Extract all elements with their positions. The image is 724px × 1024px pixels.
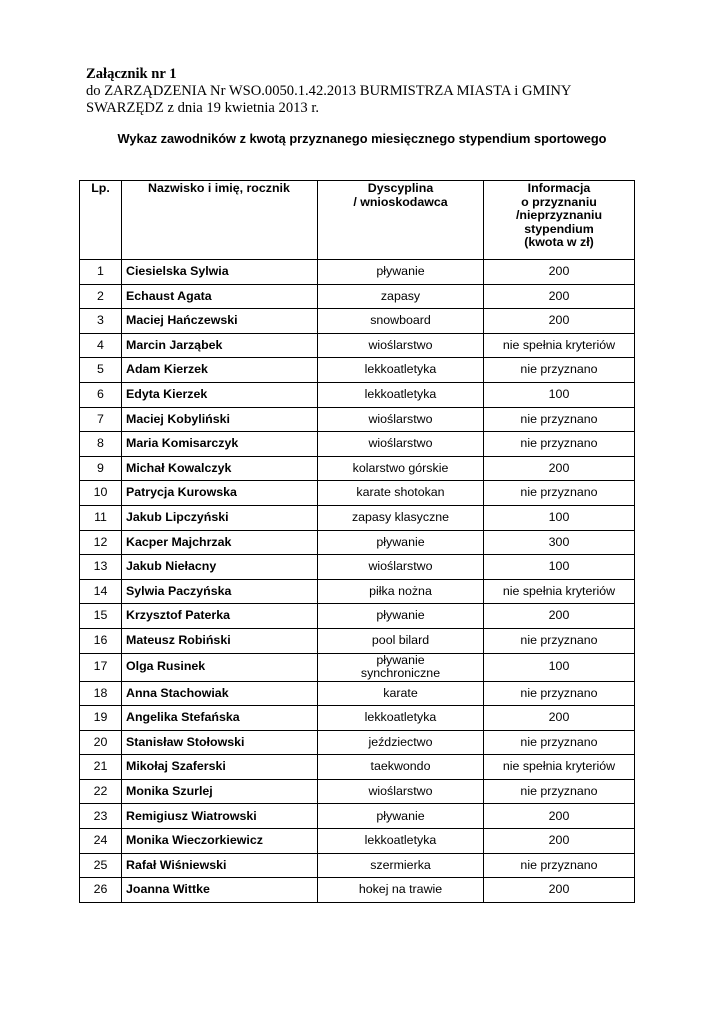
document-title: Wykaz zawodników z kwotą przyznanego miesięcznego stypendium sportowego [117,131,607,146]
discipline: hokej na trawie [318,878,484,903]
row-number: 8 [80,432,122,457]
table-row [80,579,635,604]
table-row [80,681,635,706]
discipline: zapasy [318,284,484,309]
scholarship-info: 200 [484,456,635,481]
discipline: pływanie [318,530,484,555]
discipline: lekkoatletyka [318,706,484,731]
athlete-name: Ciesielska Sylwia [122,260,318,285]
table-row [80,878,635,903]
athlete-name: Jakub Lipczyński [122,505,318,530]
ordinance-date: SWARZĘDZ z dnia 19 kwietnia 2013 r. [86,100,320,116]
athlete-name: Michał Kowalczyk [122,456,318,481]
discipline: kolarstwo górskie [318,456,484,481]
row-number: 18 [80,681,122,706]
row-number: 24 [80,829,122,854]
athlete-name: Marcin Jarząbek [122,333,318,358]
scholarship-info: nie przyznano [484,853,635,878]
table-row [80,333,635,358]
athlete-name: Adam Kierzek [122,358,318,383]
discipline: pływanie [318,260,484,285]
document-header [86,66,646,117]
table-row [80,530,635,555]
table-header-row [80,181,635,260]
table-row [80,456,635,481]
scholarship-info: 200 [484,309,635,334]
athlete-name: Maciej Hańczewski [122,309,318,334]
table-row [80,382,635,407]
scholarship-info: 200 [484,804,635,829]
row-number: 16 [80,628,122,653]
row-number: 2 [80,284,122,309]
table-row [80,755,635,780]
discipline: wioślarstwo [318,555,484,580]
row-number: 19 [80,706,122,731]
table-row [80,628,635,653]
athlete-name: Joanna Wittke [122,878,318,903]
discipline: szermierka [318,853,484,878]
table-row [80,481,635,506]
table-row [80,829,635,854]
discipline: karate [318,681,484,706]
athlete-name: Remigiusz Wiatrowski [122,804,318,829]
scholarship-info: nie przyznano [484,481,635,506]
athlete-name: Stanisław Stołowski [122,730,318,755]
scholarship-info: nie przyznano [484,730,635,755]
row-number: 15 [80,604,122,629]
athlete-name: Olga Rusinek [122,653,318,681]
table-row [80,730,635,755]
scholarship-info: 200 [484,706,635,731]
scholarship-info: 100 [484,382,635,407]
header-info: Informacja o przyznaniu /nieprzyznaniu stypendium (kwota w zł) [484,181,635,260]
row-number: 22 [80,779,122,804]
scholarship-info: nie przyznano [484,432,635,457]
athlete-name: Sylwia Paczyńska [122,579,318,604]
athlete-name: Maciej Kobyliński [122,407,318,432]
scholarship-info: 100 [484,653,635,681]
table-row [80,779,635,804]
athlete-name: Monika Wieczorkiewicz [122,829,318,854]
scholarship-info: 100 [484,555,635,580]
athlete-name: Maria Komisarczyk [122,432,318,457]
discipline: lekkoatletyka [318,358,484,383]
row-number: 4 [80,333,122,358]
row-number: 25 [80,853,122,878]
row-number: 6 [80,382,122,407]
table-row [80,804,635,829]
athlete-name: Echaust Agata [122,284,318,309]
header-discipline: Dyscyplina / wnioskodawca [318,181,484,260]
row-number: 23 [80,804,122,829]
table-body [80,260,635,903]
row-number: 13 [80,555,122,580]
athlete-name: Angelika Stefańska [122,706,318,731]
row-number: 1 [80,260,122,285]
athlete-name: Krzysztof Paterka [122,604,318,629]
scholarship-info: nie przyznano [484,628,635,653]
athlete-name: Rafał Wiśniewski [122,853,318,878]
discipline: wioślarstwo [318,779,484,804]
row-number: 12 [80,530,122,555]
discipline: pool bilard [318,628,484,653]
table-row [80,604,635,629]
athletes-table [79,180,635,903]
discipline: lekkoatletyka [318,382,484,407]
discipline: wioślarstwo [318,432,484,457]
athlete-name: Patrycja Kurowska [122,481,318,506]
discipline: wioślarstwo [318,333,484,358]
athlete-name: Mikołaj Szaferski [122,755,318,780]
scholarship-info: nie przyznano [484,407,635,432]
athlete-name: Mateusz Robiński [122,628,318,653]
discipline: piłka nożna [318,579,484,604]
scholarship-info: 200 [484,829,635,854]
scholarship-info: 200 [484,284,635,309]
athlete-name: Monika Szurlej [122,779,318,804]
discipline: jeździectwo [318,730,484,755]
discipline: pływanie [318,804,484,829]
table-row [80,555,635,580]
row-number: 11 [80,505,122,530]
scholarship-info: nie spełnia kryteriów [484,755,635,780]
discipline: wioślarstwo [318,407,484,432]
discipline: pływanie synchroniczne [318,653,484,681]
athlete-name: Edyta Kierzek [122,382,318,407]
table-row [80,260,635,285]
table-row [80,653,635,681]
row-number: 7 [80,407,122,432]
table-row [80,309,635,334]
athlete-name: Anna Stachowiak [122,681,318,706]
scholarship-info: nie spełnia kryteriów [484,579,635,604]
athlete-name: Jakub Niełacny [122,555,318,580]
table-row [80,853,635,878]
row-number: 21 [80,755,122,780]
scholarship-info: 100 [484,505,635,530]
scholarship-info: nie przyznano [484,681,635,706]
row-number: 17 [80,653,122,681]
header-name: Nazwisko i imię, rocznik [122,181,318,260]
table-row [80,358,635,383]
scholarship-info: nie przyznano [484,779,635,804]
row-number: 3 [80,309,122,334]
row-number: 9 [80,456,122,481]
row-number: 14 [80,579,122,604]
row-number: 10 [80,481,122,506]
row-number: 20 [80,730,122,755]
discipline: karate shotokan [318,481,484,506]
athlete-name: Kacper Majchrzak [122,530,318,555]
discipline: pływanie [318,604,484,629]
scholarship-info: nie spełnia kryteriów [484,333,635,358]
row-number: 5 [80,358,122,383]
row-number: 26 [80,878,122,903]
table-row [80,706,635,731]
discipline: snowboard [318,309,484,334]
table-row [80,505,635,530]
scholarship-info: nie przyznano [484,358,635,383]
header-lp: Lp. [80,181,122,260]
scholarship-info: 200 [484,878,635,903]
annex-label: Załącznik nr 1 [86,66,177,82]
scholarship-info: 200 [484,260,635,285]
scholarship-info: 200 [484,604,635,629]
table-row [80,407,635,432]
discipline: taekwondo [318,755,484,780]
ordinance-reference: do ZARZĄDZENIA Nr WSO.0050.1.42.2013 BURMISTRZA MIASTA i GMINY [86,83,572,99]
scholarship-info: 300 [484,530,635,555]
table-row [80,432,635,457]
discipline: zapasy klasyczne [318,505,484,530]
discipline: lekkoatletyka [318,829,484,854]
table-row [80,284,635,309]
